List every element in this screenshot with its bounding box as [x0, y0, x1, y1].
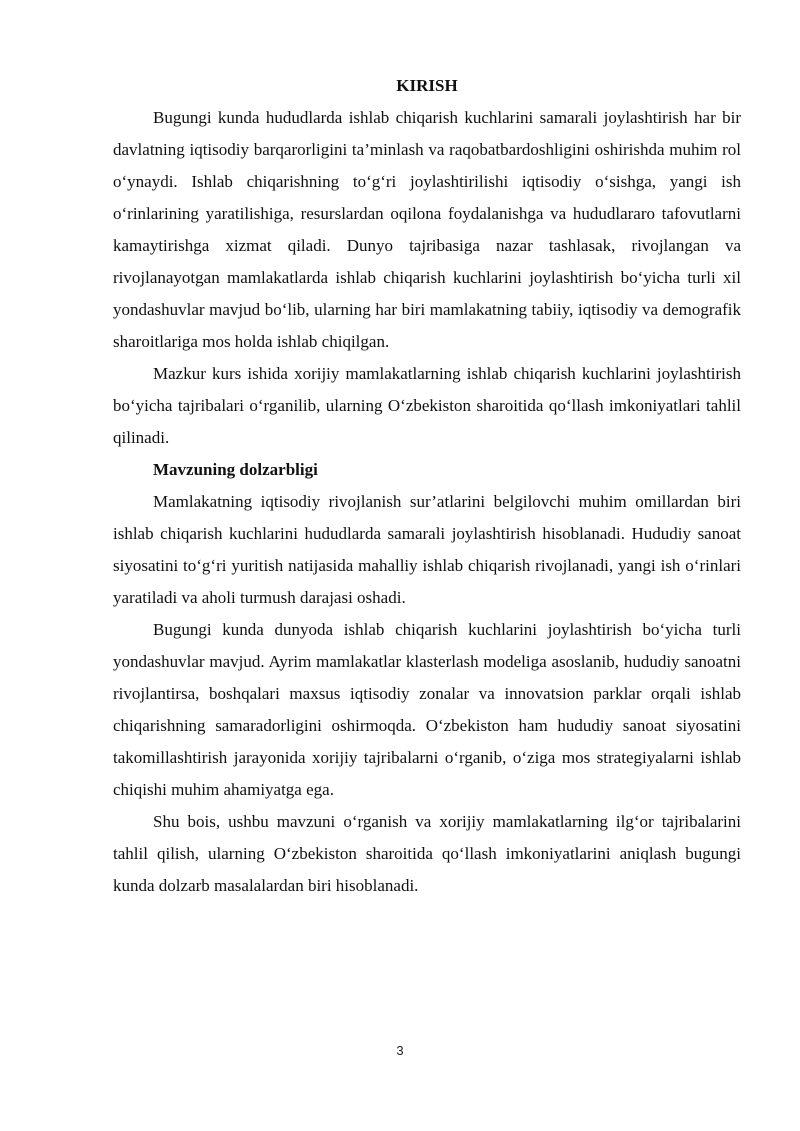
section-title: KIRISH: [396, 76, 458, 95]
relevance-subheading: Mavzuning dolzarbligi: [153, 460, 318, 479]
intro-paragraph-1: Bugungi kunda hududlarda ishlab chiqarish kuchlarini samarali joylashtirish har bir davlatning iqtisodiy barqarorligini ta’minlash va raqobatbardoshligini oshirishda muhim rol o‘ynaydi. Ishlab chiqarishning to‘g‘ri joylashtirilishi iqtisodiy o‘sishga, yangi ish o‘rinlarining yaratilishiga, resurslardan oqilona foydalanishga va hududlararo tafovutlarni kamaytirishga xizmat qiladi. Dunyo tajribasiga nazar tashlasak, rivojlangan va rivojlanayotgan mamlakatlarda ishlab chiqarish kuchlarini joylashtirish bo‘yicha turli xil yondashuvlar mavjud bo‘lib, ularning har biri mamlakatning tabiiy, iqtisodiy va demografik sharoitlariga mos holda ishlab chiqilgan.: [113, 108, 741, 351]
relevance-paragraph-2: Bugungi kunda dunyoda ishlab chiqarish kuchlarini joylashtirish bo‘yicha turli yondashuvlar mavjud. Ayrim mamlakatlar klasterlash modeliga asoslanib, hududiy sanoatni rivojlantirsa, boshqalari maxsus iqtisodiy zonalar va innovatsion parklar orqali ishlab chiqarishning samaradorligini oshirmoqda. O‘zbekiston ham hududiy sanoat siyosatini takomillashtirish jarayonida xorijiy tajribalarni o‘rganib, o‘ziga mos strategiyalarni ishlab chiqishi muhim ahamiyatga ega.: [113, 620, 741, 799]
page-number: 3: [396, 1043, 404, 1058]
intro-paragraph-2: Mazkur kurs ishida xorijiy mamlakatlarning ishlab chiqarish kuchlarini joylashtirish bo‘yicha tajribalari o‘rganilib, ularning O‘zbekiston sharoitida qo‘llash imkoniyatlari tahlil qilinadi.: [113, 364, 741, 447]
relevance-paragraph-3: Shu bois, ushbu mavzuni o‘rganish va xorijiy mamlakatlarning ilg‘or tajribalarini tahlil qilish, ularning O‘zbekiston sharoitida qo‘llash imkoniyatlarini aniqlash bugungi kunda dolzarb masalalardan biri hisoblanadi.: [113, 812, 741, 895]
document-page: [113, 70, 741, 902]
relevance-paragraph-1: Mamlakatning iqtisodiy rivojlanish sur’atlarini belgilovchi muhim omillardan biri ishlab chiqarish kuchlarini hududlarda samarali joylashtirish hisoblanadi. Hududiy sanoat siyosatini to‘g‘ri yuritish natijasida mahalliy ishlab chiqarish rivojlanadi, yangi ish o‘rinlari yaratiladi va aholi turmush darajasi oshadi.: [113, 492, 741, 607]
